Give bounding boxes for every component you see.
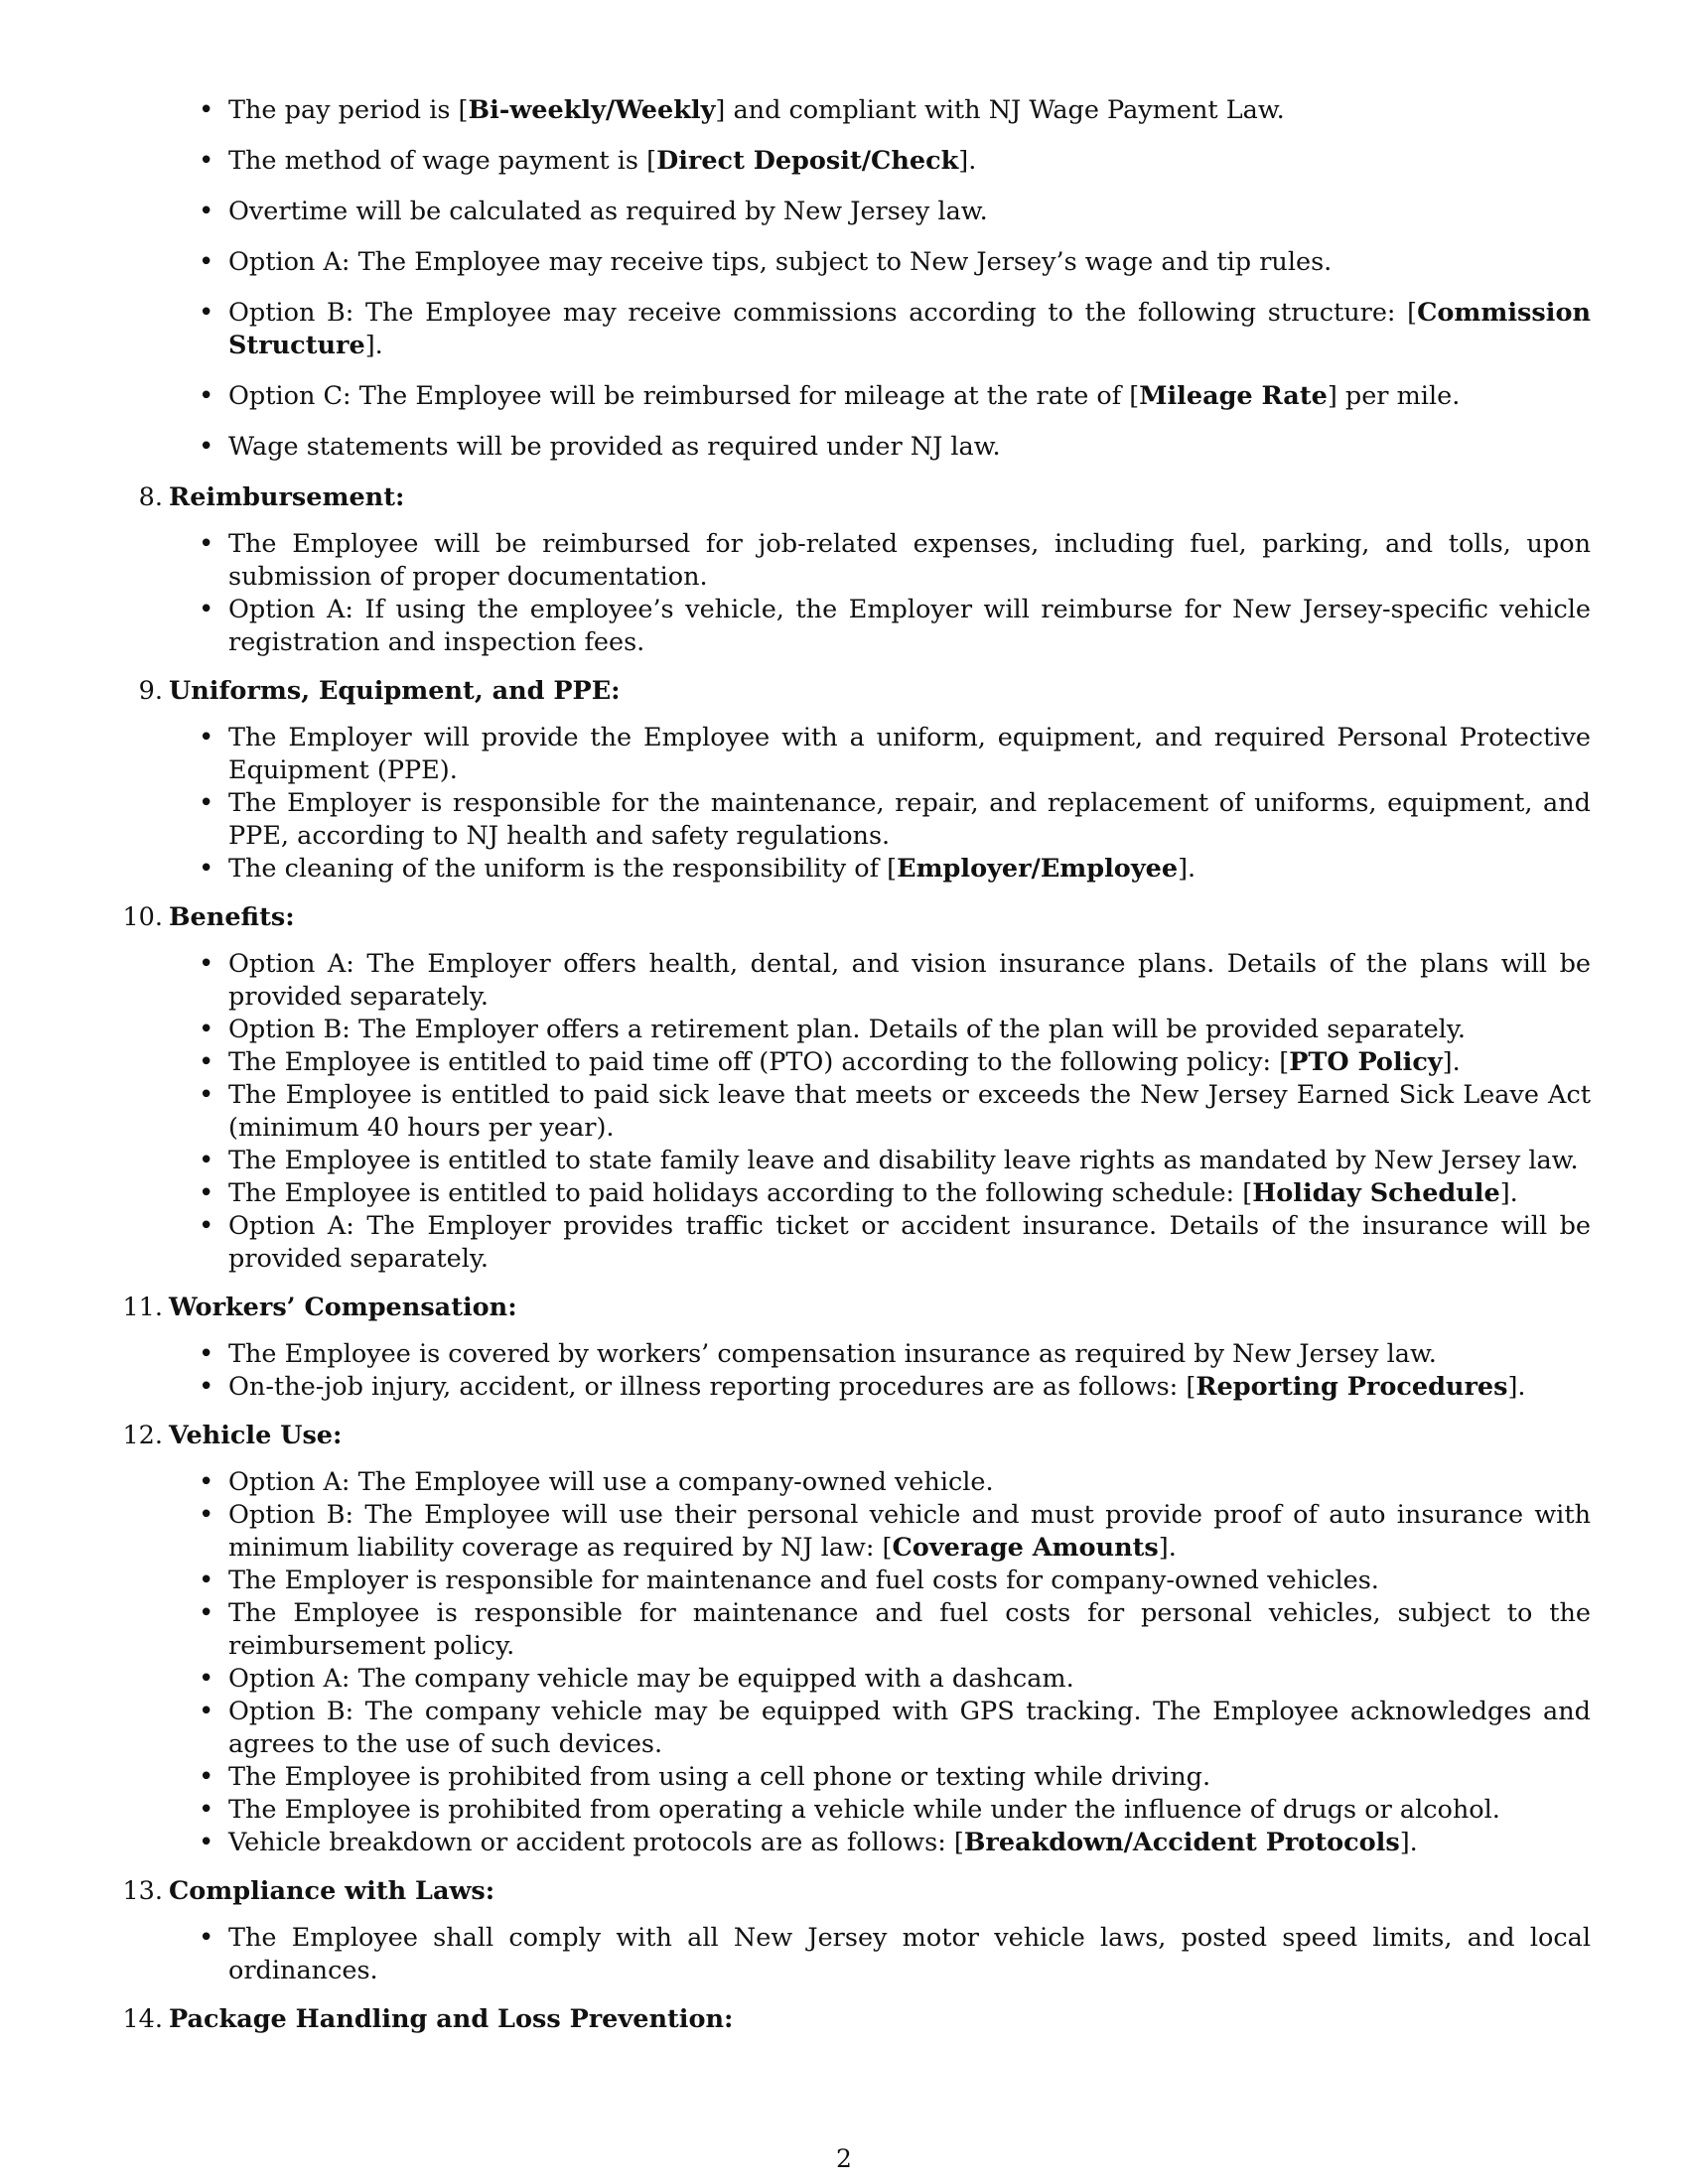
list-item [228, 1466, 1591, 1499]
item-text: The pay period is [ [228, 95, 469, 125]
sections-container [122, 481, 1591, 2036]
item-text: The Employee is entitled to paid sick leave that meets or exceeds the New Jersey Earned Sick Leave Act (minimum 40 hours per year). [228, 1080, 1591, 1143]
section-number: 8. [138, 482, 163, 512]
section-number: 11. [122, 1293, 163, 1322]
section-title: Vehicle Use: [169, 1421, 343, 1450]
item-text: The cleaning of the uniform is the responsibility of [ [228, 854, 898, 884]
section [138, 675, 1591, 886]
section [122, 1292, 1591, 1404]
item-text: Option B: The company vehicle may be equipped with GPS tracking. The Employee acknowledges and agrees to the use of such devices. [228, 1697, 1591, 1759]
list-item [228, 1827, 1591, 1859]
item-text: The Employee is prohibited from using a cell phone or texting while driving. [228, 1762, 1211, 1792]
item-text-suffix: ]. [958, 146, 977, 176]
list-item [228, 594, 1591, 659]
item-text: Option A: The Employer provides traffic ticket or accident insurance. Details of the insurance will be provided separately. [228, 1211, 1591, 1274]
item-text-suffix: ]. [364, 331, 383, 360]
section-number: 10. [122, 902, 163, 932]
list-item [228, 1210, 1591, 1276]
section-bullet-list [228, 528, 1591, 659]
list-item [228, 1499, 1591, 1565]
item-text: The Employee is prohibited from operating a vehicle while under the influence of drugs or alcohol. [228, 1795, 1500, 1825]
list-item [228, 1145, 1591, 1177]
section-number: 12. [122, 1421, 163, 1450]
placeholder-field: Coverage Amounts [892, 1533, 1159, 1563]
list-item [228, 1663, 1591, 1696]
item-text: The Employee shall comply with all New Jersey motor vehicle laws, posted speed limits, and local ordinances. [228, 1923, 1591, 1985]
list-item [228, 431, 1591, 464]
section-bullet-list [228, 1338, 1591, 1404]
section-bullet-list [228, 1922, 1591, 1987]
list-item [228, 196, 1591, 228]
section-number: 14. [122, 2004, 163, 2034]
item-text: Option A: The Employee will use a company-owned vehicle. [228, 1467, 994, 1497]
list-item [228, 1794, 1591, 1827]
item-text: The Employee is entitled to paid time off (PTO) according to the following policy: [ [228, 1047, 1290, 1077]
item-text-suffix: ]. [1442, 1047, 1461, 1077]
item-text: Overtime will be calculated as required by New Jersey law. [228, 197, 988, 226]
section-title: Package Handling and Loss Prevention: [169, 2004, 734, 2034]
list-item [228, 297, 1591, 362]
list-item [228, 1922, 1591, 1987]
item-text-suffix: ]. [1499, 1178, 1518, 1208]
placeholder-field: Commission Structure [228, 298, 1591, 360]
list-item [228, 380, 1591, 413]
list-item [228, 1177, 1591, 1210]
section-title: Reimbursement: [169, 482, 405, 512]
section-heading [138, 675, 1591, 708]
page-number: 2 [836, 2144, 852, 2173]
placeholder-field: Mileage Rate [1139, 381, 1328, 411]
item-text-suffix: ]. [1399, 1828, 1418, 1857]
item-text: The method of wage payment is [ [228, 146, 657, 176]
list-item [228, 1761, 1591, 1794]
section-title: Compliance with Laws: [169, 1876, 495, 1906]
section [122, 2003, 1591, 2036]
section-title: Benefits: [169, 902, 295, 932]
list-item [228, 1338, 1591, 1371]
item-text: The Employee is entitled to state family leave and disability leave rights as mandated by New Jersey law. [228, 1146, 1579, 1175]
section [138, 481, 1591, 659]
item-text: The Employee is responsible for maintenance and fuel costs for personal vehicles, subject to the reimbursement policy. [228, 1598, 1591, 1661]
item-text: The Employer is responsible for maintenance and fuel costs for company-owned vehicles. [228, 1566, 1379, 1595]
item-text: Option B: The Employer offers a retirement plan. Details of the plan will be provided separately. [228, 1015, 1466, 1044]
list-item [228, 528, 1591, 594]
section-bullet-list [228, 722, 1591, 886]
placeholder-field: PTO Policy [1289, 1047, 1443, 1077]
list-item [228, 1371, 1591, 1404]
list-item [228, 246, 1591, 279]
list-item [228, 1046, 1591, 1079]
placeholder-field: Employer/Employee [897, 854, 1179, 884]
item-text: Option A: The Employer offers health, dental, and vision insurance plans. Details of the plans will be provided separately. [228, 949, 1591, 1012]
section-title: Workers’ Compensation: [169, 1293, 517, 1322]
item-text: On-the-job injury, accident, or illness reporting procedures are as follows: [ [228, 1372, 1196, 1402]
section-heading [122, 1292, 1591, 1324]
item-text-suffix: ]. [1507, 1372, 1526, 1402]
section-number: 13. [122, 1876, 163, 1906]
placeholder-field: Bi-weekly/Weekly [468, 95, 716, 125]
wage-terms-list [228, 94, 1591, 464]
placeholder-field: Reporting Procedures [1196, 1372, 1508, 1402]
section [122, 1420, 1591, 1859]
item-text: The Employer will provide the Employee with a uniform, equipment, and required Personal Protective Equipment (PPE). [228, 723, 1591, 785]
list-item [228, 94, 1591, 127]
section-heading [122, 1875, 1591, 1908]
item-text-suffix: ]. [1158, 1533, 1177, 1563]
item-text-suffix: ] and compliant with NJ Wage Payment Law. [715, 95, 1285, 125]
item-text: The Employee will be reimbursed for job-related expenses, including fuel, parking, and tolls, upon submission of proper documentation. [228, 529, 1591, 592]
section-heading [138, 481, 1591, 514]
item-text: The Employee is covered by workers’ compensation insurance as required by New Jersey law. [228, 1339, 1437, 1369]
list-item [228, 1014, 1591, 1046]
item-text: Option A: The Employee may receive tips, subject to New Jersey’s wage and tip rules. [228, 247, 1333, 277]
item-text: Option C: The Employee will be reimbursed for mileage at the rate of [ [228, 381, 1140, 411]
list-item [228, 1079, 1591, 1145]
item-text-suffix: ] per mile. [1327, 381, 1461, 411]
list-item [228, 722, 1591, 787]
section [122, 1875, 1591, 1987]
list-item [228, 1597, 1591, 1663]
section-heading [122, 2003, 1591, 2036]
item-text: The Employee is entitled to paid holidays according to the following schedule: [ [228, 1178, 1253, 1208]
list-item [228, 948, 1591, 1014]
list-item [228, 1565, 1591, 1597]
section [122, 901, 1591, 1276]
item-text: Option B: The Employee will use their personal vehicle and must provide proof of auto insurance with minimum liability coverage as required by NJ law: [ [228, 1500, 1591, 1563]
section-heading [122, 901, 1591, 934]
placeholder-field: Direct Deposit/Check [656, 146, 959, 176]
list-item [228, 1696, 1591, 1761]
item-text: Vehicle breakdown or accident protocols are as follows: [ [228, 1828, 964, 1857]
list-item [228, 853, 1591, 886]
list-item [228, 145, 1591, 178]
item-text: The Employer is responsible for the maintenance, repair, and replacement of uniforms, equipment, and PPE, according to NJ health and safety regulations. [228, 788, 1591, 851]
placeholder-field: Holiday Schedule [1252, 1178, 1500, 1208]
list-item [228, 787, 1591, 853]
section-heading [122, 1420, 1591, 1452]
section-bullet-list [228, 948, 1591, 1276]
item-text: Option B: The Employee may receive commissions according to the following structure: [ [228, 298, 1418, 328]
item-text: Option A: The company vehicle may be equipped with a dashcam. [228, 1664, 1074, 1694]
section-number: 9. [138, 676, 163, 706]
section-title: Uniforms, Equipment, and PPE: [169, 676, 621, 706]
item-text: Option A: If using the employee’s vehicle, the Employer will reimburse for New Jersey-specific vehicle registration and inspection fees. [228, 595, 1591, 657]
item-text: Wage statements will be provided as required under NJ law. [228, 432, 1001, 462]
placeholder-field: Breakdown/Accident Protocols [963, 1828, 1400, 1857]
item-text-suffix: ]. [1178, 854, 1196, 884]
section-bullet-list [228, 1466, 1591, 1859]
